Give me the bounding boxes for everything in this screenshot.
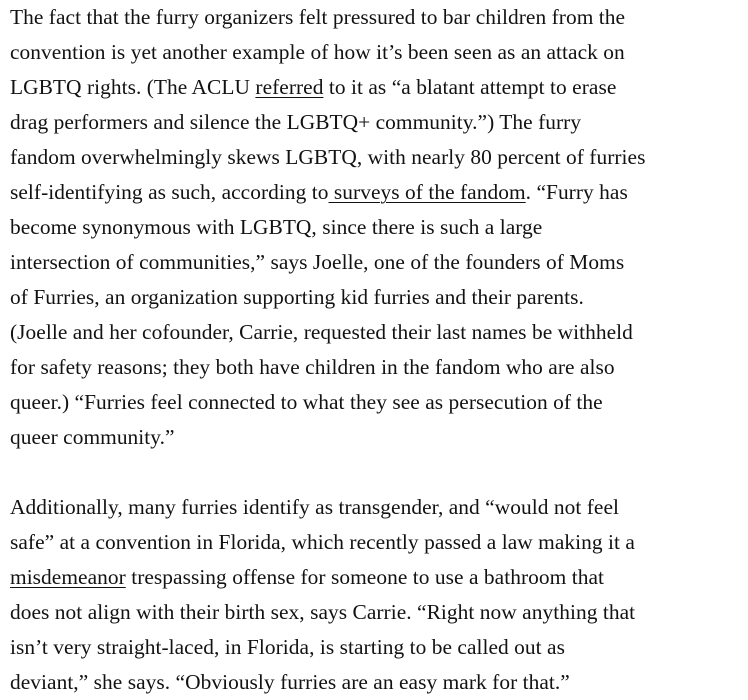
text-run: . “Furry has <box>525 180 628 204</box>
text-run: (Joelle and her cofounder, Carrie, requested their last names be withheld <box>10 320 633 344</box>
text-run: queer community.” <box>10 425 175 449</box>
text-run: for safety reasons; they both have children in the fandom who are also <box>10 355 615 379</box>
text-line <box>10 385 746 420</box>
text-line <box>10 630 746 665</box>
text-line <box>10 245 746 280</box>
text-run: to it as “a blatant attempt to erase <box>323 75 617 99</box>
text-line <box>10 315 746 350</box>
text-run: intersection of communities,” says Joelle, one of the founders of Moms <box>10 250 625 274</box>
text-run: deviant,” she says. “Obviously furries are an easy mark for that.” <box>10 670 570 694</box>
text-line <box>10 0 746 35</box>
text-line <box>10 105 746 140</box>
text-run: self-identifying as such, according to <box>10 180 329 204</box>
text-run: fandom overwhelmingly skews LGBTQ, with nearly 80 percent of furries <box>10 145 646 169</box>
text-line <box>10 350 746 385</box>
paragraph-spacer <box>10 455 746 490</box>
text-run: of Furries, an organization supporting kid furries and their parents. <box>10 285 584 309</box>
text-run: The fact that the furry organizers felt pressured to bar children from the <box>10 5 626 29</box>
text-line <box>10 490 746 525</box>
text-run: safe” at a convention in Florida, which recently passed a law making it a <box>10 530 635 554</box>
misdemeanor-link[interactable]: misdemeanor <box>10 565 126 589</box>
text-line <box>10 175 746 210</box>
text-run: drag performers and silence the LGBTQ+ community.”) The furry <box>10 110 582 134</box>
referred-link[interactable]: referred <box>255 75 324 99</box>
text-line <box>10 665 746 700</box>
text-line <box>10 210 746 245</box>
text-run: isn’t very straight-laced, in Florida, is starting to be called out as <box>10 635 565 659</box>
text-line <box>10 560 746 595</box>
surveys-of-the-fandom-link[interactable]: surveys of the fandom <box>328 180 526 204</box>
text-run: trespassing offense for someone to use a bathroom that <box>125 565 604 589</box>
text-line <box>10 35 746 70</box>
paragraph-1 <box>10 0 746 455</box>
text-run: LGBTQ rights. (The ACLU <box>10 75 256 99</box>
text-run: convention is yet another example of how it’s been seen as an attack on <box>10 40 625 64</box>
text-run: does not align with their birth sex, says Carrie. “Right now anything that <box>10 600 636 624</box>
text-run: Additionally, many furries identify as transgender, and “would not feel <box>10 495 619 519</box>
text-run: queer.) “Furries feel connected to what they see as persecution of the <box>10 390 603 414</box>
paragraph-2 <box>10 490 746 700</box>
text-line <box>10 140 746 175</box>
text-line <box>10 70 746 105</box>
text-line <box>10 280 746 315</box>
text-line <box>10 525 746 560</box>
article-body <box>10 0 746 700</box>
text-run: become synonymous with LGBTQ, since there is such a large <box>10 215 543 239</box>
text-line <box>10 595 746 630</box>
text-line <box>10 420 746 455</box>
